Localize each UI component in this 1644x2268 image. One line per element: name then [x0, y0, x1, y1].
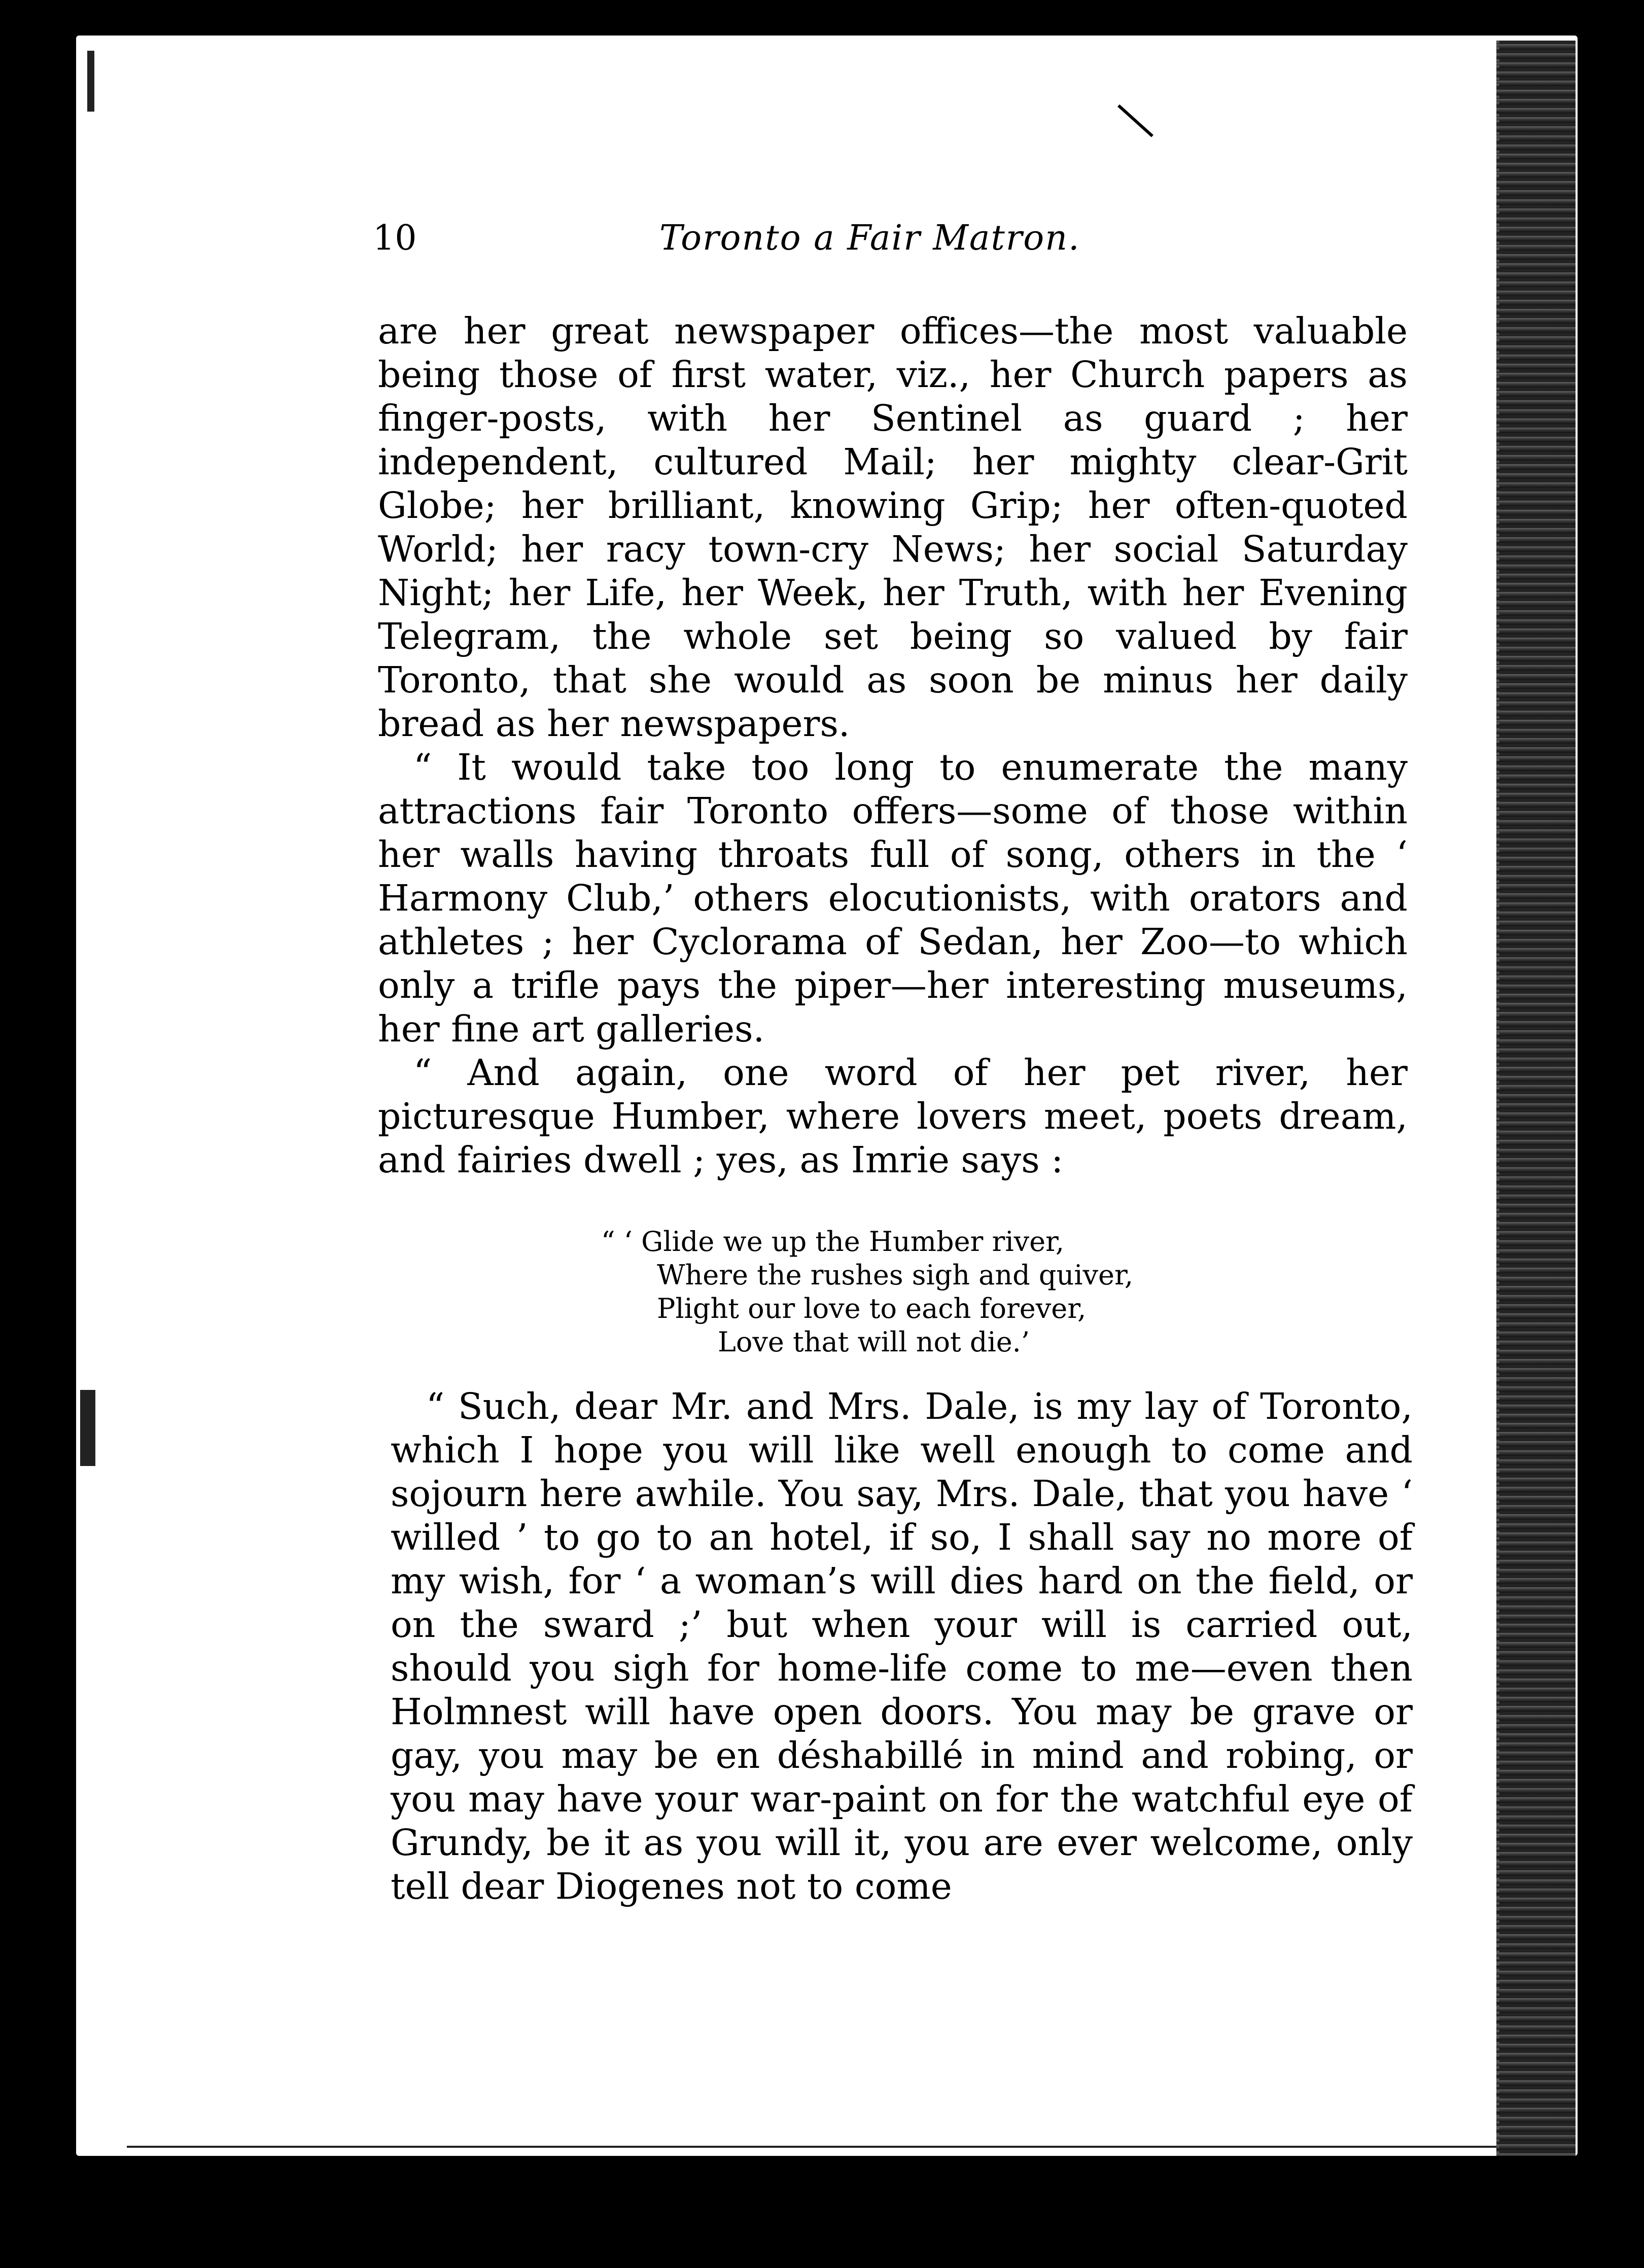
poem-line: Love that will not die.’ — [718, 1326, 1030, 1358]
poem-line: “ ‘ Glide we up the Humber river, — [601, 1226, 1065, 1258]
poem-line: Plight our love to each forever, — [657, 1293, 1087, 1324]
poem-line: Where the rushes sigh and quiver, — [657, 1259, 1134, 1291]
body-text-top — [378, 309, 1408, 1182]
page-bottom-edge — [127, 2146, 1496, 2151]
running-title: Toronto a Fair Matron. — [659, 218, 1080, 258]
paragraph-attractions: “ It would take too long to enumerate the many attractions fair Toronto offers—some of those within her walls having throats full of song, others in the ‘ Harmony Club,’ others elocutionists, with orators and athletes ; her Cyclorama of Sedan, her Zoo—to which only a trifle pays the piper—her interesting museums, her fine art galleries. — [378, 746, 1408, 1050]
running-head — [373, 218, 1134, 269]
page-number: 10 — [373, 218, 417, 258]
paragraph-newspapers: are her great newspaper offices—the most valuable being those of first water, viz., her Church papers as finger-posts, with her Sentinel as guard ; her independent, cultured Mail; her mighty clear-Grit Globe; her brilliant, knowing Grip; her often-quoted World; her racy town-cry News; her social Saturday Night; her Life, her Week, her Truth, with her Evening Telegram, the whole set being so valued by fair Toronto, that she would as soon be minus her daily bread as her newspapers. — [378, 310, 1408, 745]
paragraph-humber: “ And again, one word of her pet river, her picturesque Humber, where lovers meet, poets dream, and fairies dwell ; yes, as Imrie says : — [378, 1052, 1408, 1181]
poem-quotation — [601, 1225, 1210, 1359]
paragraph-invitation: “ Such, dear Mr. and Mrs. Dale, is my lay of Toronto, which I hope you will like well enough to come and sojourn here awhile. You say, Mrs. Dale, that you have ‘ willed ’ to go to an hotel, if so, I shall say no more of my wish, for ‘ a woman’s will dies hard on the field, or on the sward ;’ but when your will is carried out, should you sigh for home-life come to me—even then Holmnest will have open doors. You may be grave or gay, you may be en déshabillé in mind and robing, or you may have your war-paint on for the watchful eye of Grundy, be it as you will it, you are ever welcome, only tell dear Diogenes not to come — [391, 1385, 1413, 1907]
body-text-bottom — [391, 1385, 1413, 1908]
